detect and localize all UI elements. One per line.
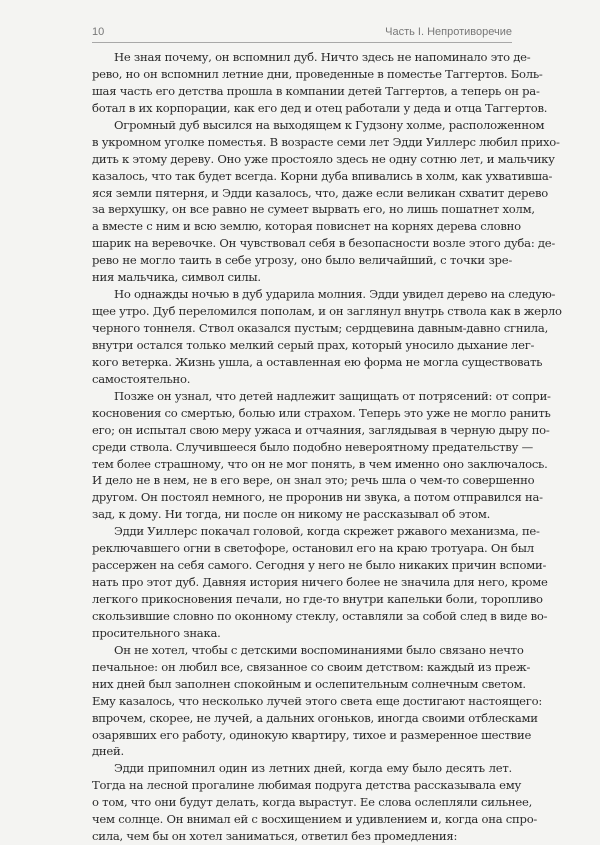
- text-line: скользившие словно по оконному стеклу, оставляли за собой след в виде во-: [92, 608, 548, 623]
- text-line: самостоятельно.: [92, 371, 191, 386]
- text-line: ния мальчика, символ силы.: [92, 270, 261, 285]
- text-line: его; он испытал свою меру ужаса и отчаяния, заглядывая в черную дыру по-: [92, 422, 550, 437]
- text-line: тем более страшному, что он не мог понять, в чем именно оно заключалось.: [92, 456, 548, 471]
- text-line: Но однажды ночью в дуб ударила молния. Эдди увидел дерево на следую-: [114, 287, 556, 302]
- paragraph: [92, 642, 542, 761]
- text-line: сила, чем бы он хотел заниматься, ответил без промедления:: [92, 829, 458, 844]
- text-line: яся земли пятерня, и Эдди казалось, что, даже если великан схватит дерево: [92, 185, 548, 200]
- text-line: Тогда на лесной прогалине любимая подруга детства рассказывала ему: [92, 778, 522, 793]
- text-line: шарик на веревочке. Он чувствовал себя в безопасности возле этого дуба: де-: [92, 236, 556, 251]
- text-line: Он не хотел, чтобы с детскими воспоминаниями было связано нечто: [114, 642, 524, 657]
- text-line: Позже он узнал, что детей надлежит защищать от потрясений: от сопри-: [114, 388, 551, 403]
- text-line: впрочем, скорее, не лучей, а дальних огоньков, иногда своими отблесками: [92, 710, 538, 725]
- paragraph: [92, 117, 560, 286]
- text-line: печальное: он любил все, связанное со своим детством: каждый из преж-: [92, 659, 531, 674]
- text-line: рево не могло таить в себе угрозу, оно было величайший, с точки зре-: [92, 253, 512, 268]
- text-line: среди ствола. Случившееся было подобно невероятному предательству —: [92, 439, 533, 454]
- text-line: черного тоннеля. Ствол оказался пустым; сердцевина давным-давно сгнила,: [92, 321, 549, 335]
- text-line: Не зная почему, он вспомнил дуб. Ничто здесь не напоминало это де-: [114, 50, 531, 64]
- body-text: [92, 49, 562, 845]
- text-line: озарявших его работу, одинокую квартиру, тихое и размеренное шествие: [92, 727, 532, 742]
- text-line: щее утро. Дуб переломился пополам, и он заглянул внутрь ствола как в жерло: [92, 304, 562, 319]
- text-line: дить к этому дереву. Оно уже простояло здесь не одну сотню лет, и мальчику: [92, 151, 555, 166]
- text-line: Эдди Уиллерс покачал головой, когда скрежет ржавого механизма, пе-: [114, 524, 540, 539]
- text-line: них дней был заполнен спокойным и ослепительным солнечным светом.: [92, 676, 526, 691]
- text-line: чем солнце. Он внимал ей с восхищением и удивлением и, когда она спро-: [92, 812, 538, 827]
- paragraph: [92, 388, 551, 524]
- text-line: просительного знака.: [92, 625, 221, 640]
- text-line: ботал в их корпорации, как его дед и отец работали у деда и отца Таггертов.: [92, 100, 548, 115]
- text-line: рево, но он вспомнил летние дни, проведенные в поместье Таггертов. Боль-: [92, 66, 543, 81]
- text-line: шая часть его детства прошла в компании детей Таггертов, а теперь он ра-: [92, 83, 540, 98]
- text-line: кого ветерка. Жизнь ушла, а оставленная ею форма не могла существовать: [92, 354, 543, 369]
- text-line: казалось, что так будет всегда. Корни дуба впивались в холм, как ухвативша-: [92, 168, 553, 183]
- text-line: о том, что они будут делать, когда вырастут. Ее слова ослепляли сильнее,: [92, 795, 533, 810]
- text-line: И дело не в нем, не в его вере, он знал это; речь шла о чем-то совершенно: [92, 473, 535, 488]
- text-line: Огромный дуб высился на выходящем к Гудзону холме, расположенном: [114, 117, 545, 132]
- paragraph: [92, 523, 548, 642]
- text-line: за верхушку, он все равно не сумеет вырвать его, но лишь пошатнет холм,: [92, 202, 535, 217]
- paragraph: [92, 49, 548, 117]
- text-line: в укромном уголке поместья. В возрасте семи лет Эдди Уиллерс любил прихо-: [92, 134, 560, 149]
- text-line: легкого прикосновения печали, но где-то внутри капельки боли, торопливо: [92, 592, 543, 606]
- text-line: а вместе с ним и всю землю, которая повиснет на корнях дерева словно: [92, 219, 521, 234]
- text-line: зад, к дому. Ни тогда, ни после он никому не рассказывал об этом.: [92, 507, 491, 522]
- header-rule: [92, 42, 512, 43]
- text-line: дней.: [92, 744, 124, 759]
- text-line: нать про этот дуб. Давняя история ничего более не значила для него, кроме: [92, 575, 548, 590]
- text-line: косновения со смертью, болью или страхом. Теперь это уже не могло ранить: [92, 405, 551, 420]
- text-line: реключавшего огни в светофоре, остановил его на краю тротуара. Он был: [92, 541, 534, 556]
- text-line: внутри остался только мелкий серый прах, который уносило дыхание лег-: [92, 337, 535, 352]
- text-line: Эдди припомнил один из летних дней, когда ему было десять лет.: [114, 761, 512, 776]
- text-line: Ему казалось, что несколько лучей этого света еще достигают настоящего:: [92, 693, 542, 708]
- paragraph: [92, 286, 562, 388]
- text-line: другом. Он постоял немного, не проронив ни звука, а потом отправился на-: [92, 490, 543, 505]
- running-head: Часть I. Непротиворечие: [385, 26, 512, 38]
- paragraph: [92, 760, 538, 845]
- page-number: 10: [92, 26, 105, 38]
- text-line: рассержен на себя самого. Сегодня у него не было никаких причин вспоми-: [92, 558, 547, 573]
